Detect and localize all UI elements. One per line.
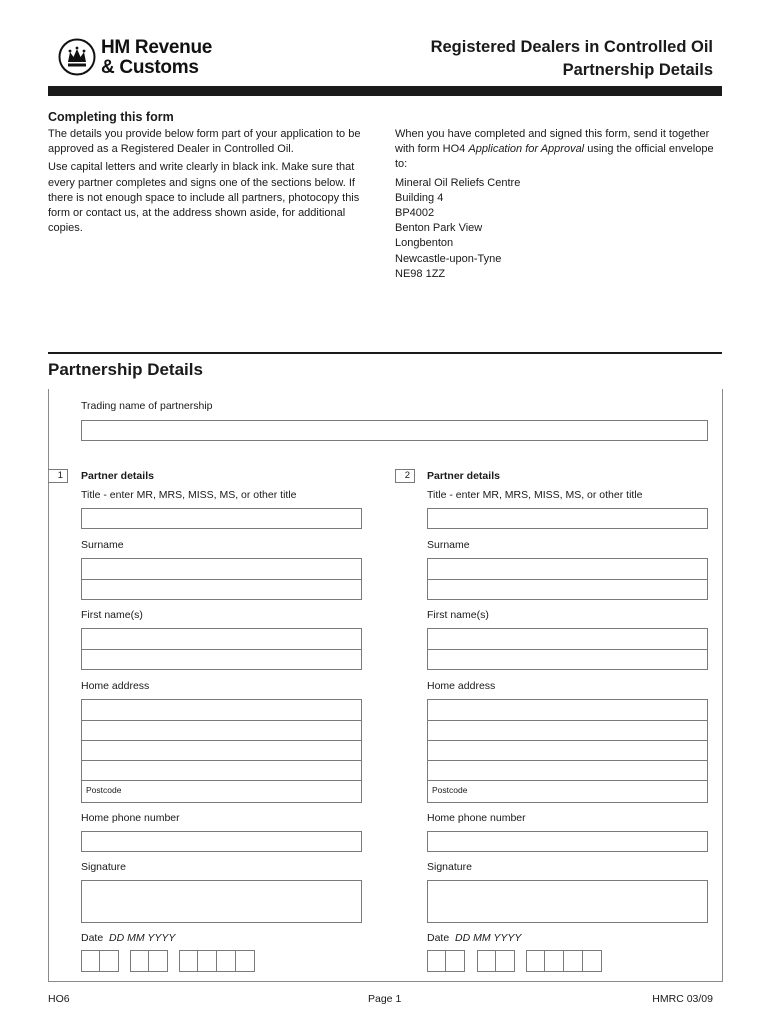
date-digit-cell[interactable] xyxy=(198,950,217,972)
partner-2-number: 2 xyxy=(395,469,415,483)
form-version: HMRC 03/09 xyxy=(652,993,713,1005)
document-title-line1: Registered Dealers in Controlled Oil xyxy=(430,38,713,56)
date-digit-cell[interactable] xyxy=(477,950,496,972)
date-digit-cell[interactable] xyxy=(217,950,236,972)
date-digit-cell[interactable] xyxy=(130,950,149,972)
address-line: Mineral Oil Reliefs Centre xyxy=(395,176,521,189)
intro-paragraph-1: The details you provide below form part of your application to be approved as a Registered Dealer in Controlled Oil. xyxy=(48,128,361,156)
input-row[interactable] xyxy=(428,559,707,580)
input-row[interactable] xyxy=(82,761,361,781)
partner-2-date-year[interactable] xyxy=(526,950,602,972)
address-line: Building 4 xyxy=(395,191,444,204)
form-code: HO6 xyxy=(48,993,70,1005)
intro-instructions xyxy=(48,127,378,239)
address-line: Newcastle-upon-Tyne xyxy=(395,252,502,265)
input-row[interactable] xyxy=(428,741,707,761)
date-digit-cell[interactable] xyxy=(179,950,198,972)
date-digit-cell[interactable] xyxy=(583,950,602,972)
partner-1-phone-label: Home phone number xyxy=(81,812,180,824)
partner-1-surname-label: Surname xyxy=(81,539,124,551)
partner-1-date-year[interactable] xyxy=(179,950,255,972)
date-digit-cell[interactable] xyxy=(427,950,446,972)
input-row[interactable] xyxy=(428,580,707,599)
partner-1-address-label: Home address xyxy=(81,680,150,692)
input-row[interactable] xyxy=(82,700,361,721)
date-digit-cell[interactable] xyxy=(564,950,583,972)
address-line: Benton Park View xyxy=(395,222,483,235)
page-number: Page 1 xyxy=(368,993,402,1005)
document-title xyxy=(431,36,713,82)
partner-2-heading: Partner details xyxy=(427,470,500,482)
partner-1-phone-input[interactable] xyxy=(81,831,362,852)
input-row[interactable] xyxy=(428,629,707,650)
date-digit-cell[interactable] xyxy=(446,950,465,972)
input-row[interactable] xyxy=(428,721,707,741)
date-digit-cell[interactable] xyxy=(236,950,255,972)
partner-2-date-day[interactable] xyxy=(427,950,465,972)
partner-1-address-input[interactable] xyxy=(81,699,362,803)
date-digit-cell[interactable] xyxy=(100,950,119,972)
input-row[interactable] xyxy=(82,650,361,669)
input-row[interactable] xyxy=(82,721,361,741)
partner-2-date-label: Date DD MM YYYY xyxy=(427,932,522,944)
intro-heading: Completing this form xyxy=(48,110,174,124)
partner-1-heading: Partner details xyxy=(81,470,154,482)
crown-crest-icon xyxy=(58,38,96,76)
partner-2-title-input[interactable] xyxy=(427,508,708,529)
partner-2-signature-label: Signature xyxy=(427,861,472,873)
input-row[interactable] xyxy=(82,741,361,761)
partner-2-address-input[interactable] xyxy=(427,699,708,803)
input-row[interactable] xyxy=(82,559,361,580)
address-line: BP4002 xyxy=(395,207,435,220)
partner-2-surname-input[interactable] xyxy=(427,558,708,600)
document-title-line2: Partnership Details xyxy=(562,61,713,79)
partner-1-date-label: Date DD MM YYYY xyxy=(81,932,176,944)
date-format-hint: DD MM YYYY xyxy=(109,932,176,944)
date-digit-cell[interactable] xyxy=(81,950,100,972)
partner-1-signature-label: Signature xyxy=(81,861,126,873)
partner-2-title-label: Title - enter MR, MRS, MISS, MS, or other title xyxy=(427,489,643,501)
section-title: Partnership Details xyxy=(48,360,203,379)
postal-address xyxy=(395,176,725,282)
partner-1-title-label: Title - enter MR, MRS, MISS, MS, or other title xyxy=(81,489,297,501)
intro-paragraph-2: Use capital letters and write clearly in black ink. Make sure that every partner completes and signs one of the sections below. If there is not enough space to include all partners, photocopy this form or contact us, at the address shown aside, for additional copies. xyxy=(48,161,360,235)
date-digit-cell[interactable] xyxy=(149,950,168,972)
partner-2-address-label: Home address xyxy=(427,680,496,692)
date-digit-cell[interactable] xyxy=(496,950,515,972)
send-paragraph: When you have completed and signed this form, send it together with form HO4 Application for Approval using the official envelope to: xyxy=(395,128,714,171)
partner-2-date-month[interactable] xyxy=(477,950,515,972)
partner-1-postcode-field[interactable]: Postcode xyxy=(86,785,122,795)
address-line: Longbenton xyxy=(395,237,454,250)
partner-1-firstname-input[interactable] xyxy=(81,628,362,670)
partner-1-date-day[interactable] xyxy=(81,950,119,972)
date-format-hint: DD MM YYYY xyxy=(455,932,522,944)
partner-2-signature-box[interactable] xyxy=(427,880,708,923)
input-row[interactable] xyxy=(82,629,361,650)
partner-2-phone-label: Home phone number xyxy=(427,812,526,824)
input-row[interactable] xyxy=(428,761,707,781)
partner-2-postcode-field[interactable]: Postcode xyxy=(432,785,468,795)
form-ho4-title: Application for Approval xyxy=(468,143,585,156)
partner-2-firstname-label: First name(s) xyxy=(427,609,489,621)
address-line: NE98 1ZZ xyxy=(395,267,446,280)
trading-name-input[interactable] xyxy=(81,420,708,441)
org-name-line2: & Customs xyxy=(101,57,199,78)
partner-2-firstname-input[interactable] xyxy=(427,628,708,670)
input-row[interactable] xyxy=(428,650,707,669)
date-digit-cell[interactable] xyxy=(545,950,564,972)
title-divider-bar xyxy=(48,86,722,96)
partner-2-surname-label: Surname xyxy=(427,539,470,551)
partner-1-title-input[interactable] xyxy=(81,508,362,529)
date-digit-cell[interactable] xyxy=(526,950,545,972)
partner-1-surname-input[interactable] xyxy=(81,558,362,600)
partner-1-date-month[interactable] xyxy=(130,950,168,972)
send-instructions xyxy=(395,127,725,282)
partner-1-firstname-label: First name(s) xyxy=(81,609,143,621)
section-divider xyxy=(48,352,722,354)
input-row[interactable] xyxy=(428,700,707,721)
trading-name-label: Trading name of partnership xyxy=(81,400,213,412)
org-name-line1: HM Revenue xyxy=(101,37,213,58)
partner-2-phone-input[interactable] xyxy=(427,831,708,852)
partner-1-signature-box[interactable] xyxy=(81,880,362,923)
partner-1-number: 1 xyxy=(48,469,68,483)
hmrc-logo xyxy=(58,38,238,82)
input-row[interactable] xyxy=(82,580,361,599)
